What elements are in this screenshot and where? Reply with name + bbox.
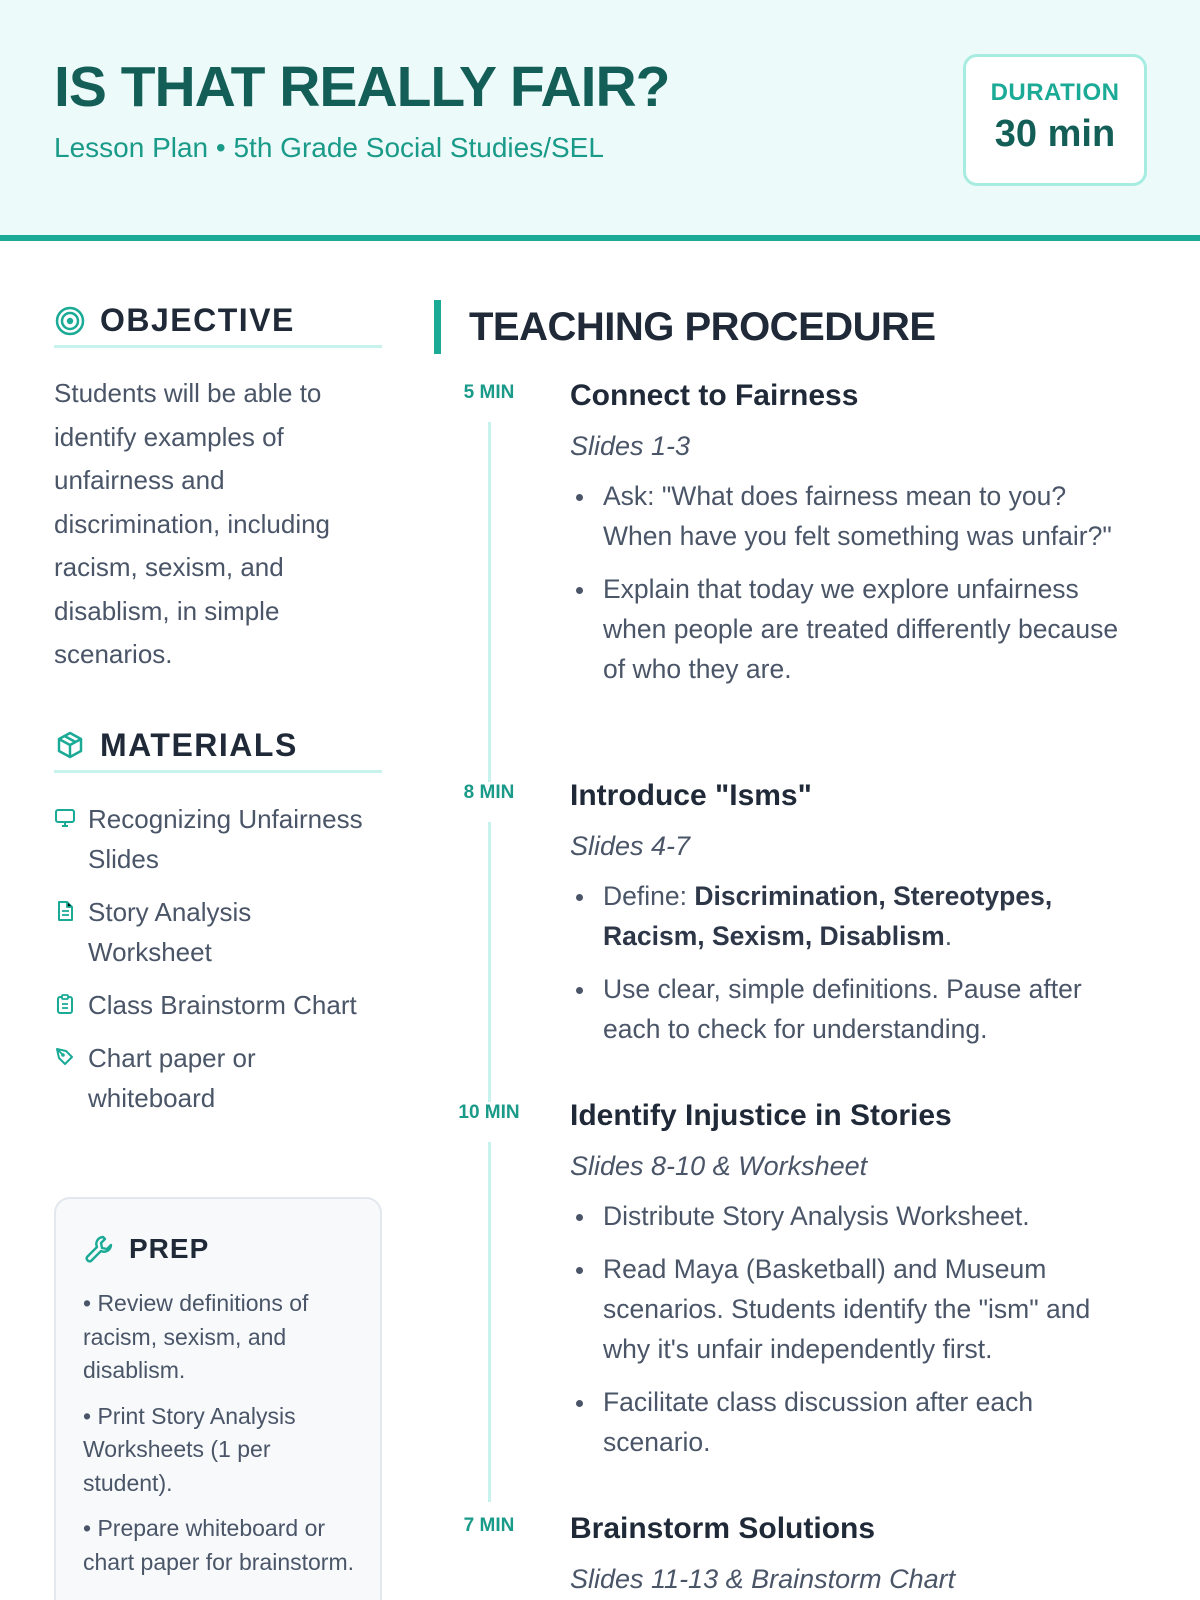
procedure-section	[434, 300, 1174, 354]
prep-heading	[83, 1229, 354, 1269]
materials-heading	[54, 721, 382, 773]
list-item	[54, 985, 382, 1025]
box-icon	[54, 729, 86, 761]
material-label: Class Brainstorm Chart	[88, 989, 357, 1020]
step-body	[570, 1096, 1140, 1475]
step-duration: 10 MIN	[458, 1102, 520, 1123]
duration-label: DURATION	[990, 79, 1120, 106]
document-icon	[54, 900, 76, 922]
material-label: Chart paper or whiteboard	[88, 1042, 256, 1113]
step-body	[570, 1509, 1140, 1599]
step-bullets	[570, 476, 1140, 689]
materials-heading-label: MATERIALS	[100, 726, 298, 763]
clipboard-icon	[54, 993, 76, 1015]
procedure-heading-label: TEACHING PROCEDURE	[469, 304, 936, 349]
material-label: Story Analysis Worksheet	[88, 896, 252, 967]
monitor-icon	[54, 807, 76, 829]
step-slides: Slides 11-13 & Brainstorm Chart	[570, 1564, 956, 1594]
header-banner	[0, 0, 1200, 241]
step-slides: Slides 8-10 & Worksheet	[570, 1151, 868, 1181]
list-item: Distribute Story Analysis Worksheet.	[570, 1196, 1140, 1236]
list-item: • Prepare whiteboard or chart paper for brainstorm.	[83, 1515, 355, 1575]
material-label: Recognizing Unfairness Slides	[88, 803, 363, 874]
objective-text: Students will be able to identify examples of unfairness and discrimination, including racism, sexism, and disablism, in simple scenarios.	[54, 378, 331, 669]
step-duration: 5 MIN	[463, 382, 515, 403]
list-item: Explain that today we explore unfairness when people are treated differently because of who they are.	[570, 569, 1140, 689]
list-item: Read Maya (Basketball) and Museum scenarios. Students identify the "ism" and why it's unfair independently first.	[570, 1249, 1140, 1369]
list-item	[570, 876, 1140, 956]
step-bullets	[570, 876, 1140, 1049]
objective-heading-label: OBJECTIVE	[100, 302, 295, 338]
define-prefix: Define:	[603, 881, 695, 911]
objective-section	[54, 296, 382, 677]
duration-value: 30 min	[994, 113, 1116, 155]
materials-section	[54, 721, 382, 1118]
wrench-icon	[83, 1233, 115, 1265]
list-item: Ask: "What does fairness mean to you? When have you felt something was unfair?"	[570, 476, 1140, 556]
step-duration: 8 MIN	[463, 782, 515, 803]
step-body	[570, 776, 1140, 1062]
list-item	[54, 892, 382, 972]
step-slides: Slides 4-7	[570, 831, 691, 861]
prep-list	[83, 1287, 354, 1579]
left-column	[54, 296, 382, 1131]
list-item: Facilitate class discussion after each scenario.	[570, 1382, 1140, 1462]
step-duration: 7 MIN	[463, 1515, 515, 1536]
step-title: Connect to Fairness	[570, 379, 859, 412]
list-item: Use clear, simple definitions. Pause after each to check for understanding.	[570, 969, 1140, 1049]
step-title: Introduce "Isms"	[570, 779, 812, 812]
step-slides: Slides 1-3	[570, 431, 691, 461]
timeline-connector	[488, 422, 491, 782]
define-suffix: .	[944, 921, 953, 951]
list-item: • Print Story Analysis Worksheets (1 per student).	[83, 1402, 296, 1496]
objective-heading	[54, 296, 382, 348]
page-title: IS THAT REALLY FAIR?	[54, 55, 670, 119]
page-subtitle: Lesson Plan • 5th Grade Social Studies/SEL	[54, 132, 604, 163]
step-title: Identify Injustice in Stories	[570, 1099, 952, 1132]
duration-badge	[963, 54, 1147, 186]
timeline-connector	[488, 822, 491, 1102]
prep-box	[54, 1197, 382, 1600]
list-item	[54, 799, 382, 879]
target-icon	[54, 305, 86, 337]
prep-heading-label: PREP	[129, 1233, 210, 1264]
step-body	[570, 376, 1140, 702]
timeline-connector	[488, 1142, 491, 1502]
materials-list	[54, 799, 382, 1118]
list-item	[54, 1038, 382, 1118]
list-item: • Review definitions of racism, sexism, and disablism.	[83, 1290, 309, 1383]
procedure-heading	[434, 300, 1174, 354]
define-terms: Discrimination, Stereotypes, Racism, Sexism, Disablism	[603, 881, 1053, 951]
pen-tool-icon	[54, 1046, 76, 1068]
step-bullets	[570, 1196, 1140, 1462]
step-title: Brainstorm Solutions	[570, 1512, 876, 1545]
